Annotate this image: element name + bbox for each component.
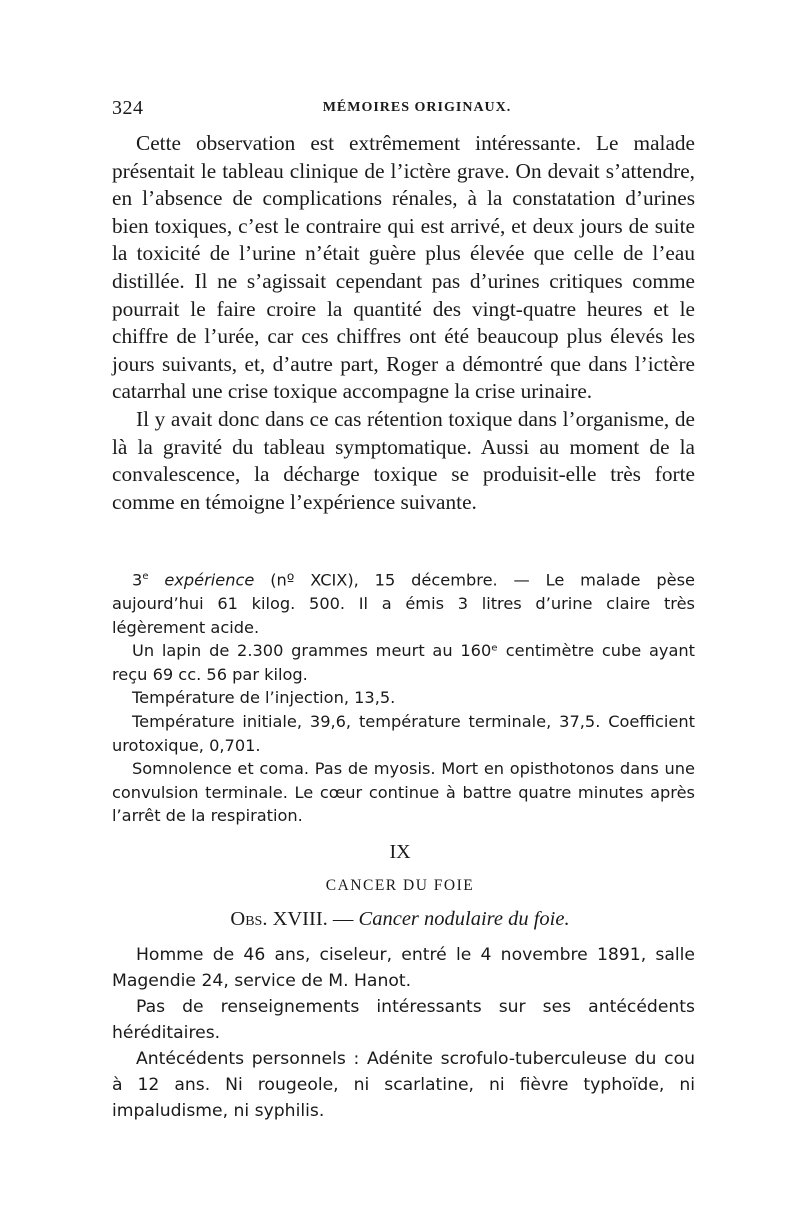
commentary-block (112, 130, 695, 516)
experiment-label: expérience (148, 570, 255, 590)
experiment-temperatures: Température initiale, 39,6, température terminale, 37,5. Coefficient urotoxique, 0,701. (112, 711, 695, 755)
paragraph: Antécédents personnels : Adénite scrofulo-tuberculeuse du cou à 12 ans. Ni rougeole, ni scarlatine, ni fièvre typhoïde, ni impaludisme, ni syphilis. (112, 1049, 695, 1121)
page-header (112, 97, 692, 123)
observation-title: Cancer nodulaire du foie. (358, 908, 570, 930)
observation-dash: — (327, 908, 359, 930)
experiment-details: (nº XCIX), 15 décembre. — Le malade pèse aujourd’hui 61 kilog. 500. Il a émis 3 litres d’urine claire très légèrement acide. (112, 570, 695, 637)
section-title: CANCER DU FOIE (325, 877, 475, 894)
experiment-rabbit: Un lapin de 2.300 grammes meurt au 160ᵉ centimètre cube ayant reçu 69 cc. 56 par kilog. (112, 641, 695, 684)
case-history-block (112, 942, 695, 1124)
running-head: MÉMOIRES ORIGINAUX. (322, 100, 512, 115)
paragraph: Pas de renseignements intéressants sur ses antécédents héréditaires. (112, 997, 695, 1043)
paragraph: Homme de 46 ans, ciseleur, entré le 4 novembre 1891, salle Magendie 24, service de M. Hanot. (112, 945, 695, 991)
page-number: 324 (112, 97, 144, 119)
experiment-injection-temp: Température de l’injection, 13,5. (132, 688, 396, 708)
section-number: IX (389, 841, 411, 863)
paragraph: Cette observation est extrêmement intéressante. Le malade présentait le tableau clinique de l’ictère grave. On devait s’attendre, en l’absence de complications rénales, à la constatation d’urines bien toxiques, c’est le contraire qui est arrivé, et deux jours de suite la toxicité de l’urine n’était guère plus élevée que celle de l’eau distillée. Il ne s’agissait cependant pas d’urines critiques comme pourrait le faire croire la quantité des vingt-quatre heures et le chiffre de l’urée, car ces chiffres ont été beaucoup plus élevés les jours suivants, et, d’autre part, Roger a démontré que dans l’ictère catarrhal une crise toxique accompagne la crise urinaire. (112, 131, 695, 404)
experiment-symptoms: Somnolence et coma. Pas de myosis. Mort en opisthotonos dans une convulsion terminale. Le cœur continue à battre quatre minutes après l’arrêt de la respiration. (112, 759, 695, 826)
experiment-report (112, 565, 695, 828)
experiment-number: 3 (132, 570, 143, 590)
experiment-ordinal: e (142, 571, 149, 582)
experiment-intro (112, 565, 695, 639)
paragraph: Il y avait donc dans ce cas rétention toxique dans l’organisme, de là la gravité du tableau symptomatique. Aussi au moment de la convalescence, la décharge toxique se produisit-elle très forte comme en témoigne l’expérience suivante. (112, 406, 695, 514)
observation-label: Obs. XVIII. (230, 908, 328, 930)
observation-heading (0, 908, 800, 931)
